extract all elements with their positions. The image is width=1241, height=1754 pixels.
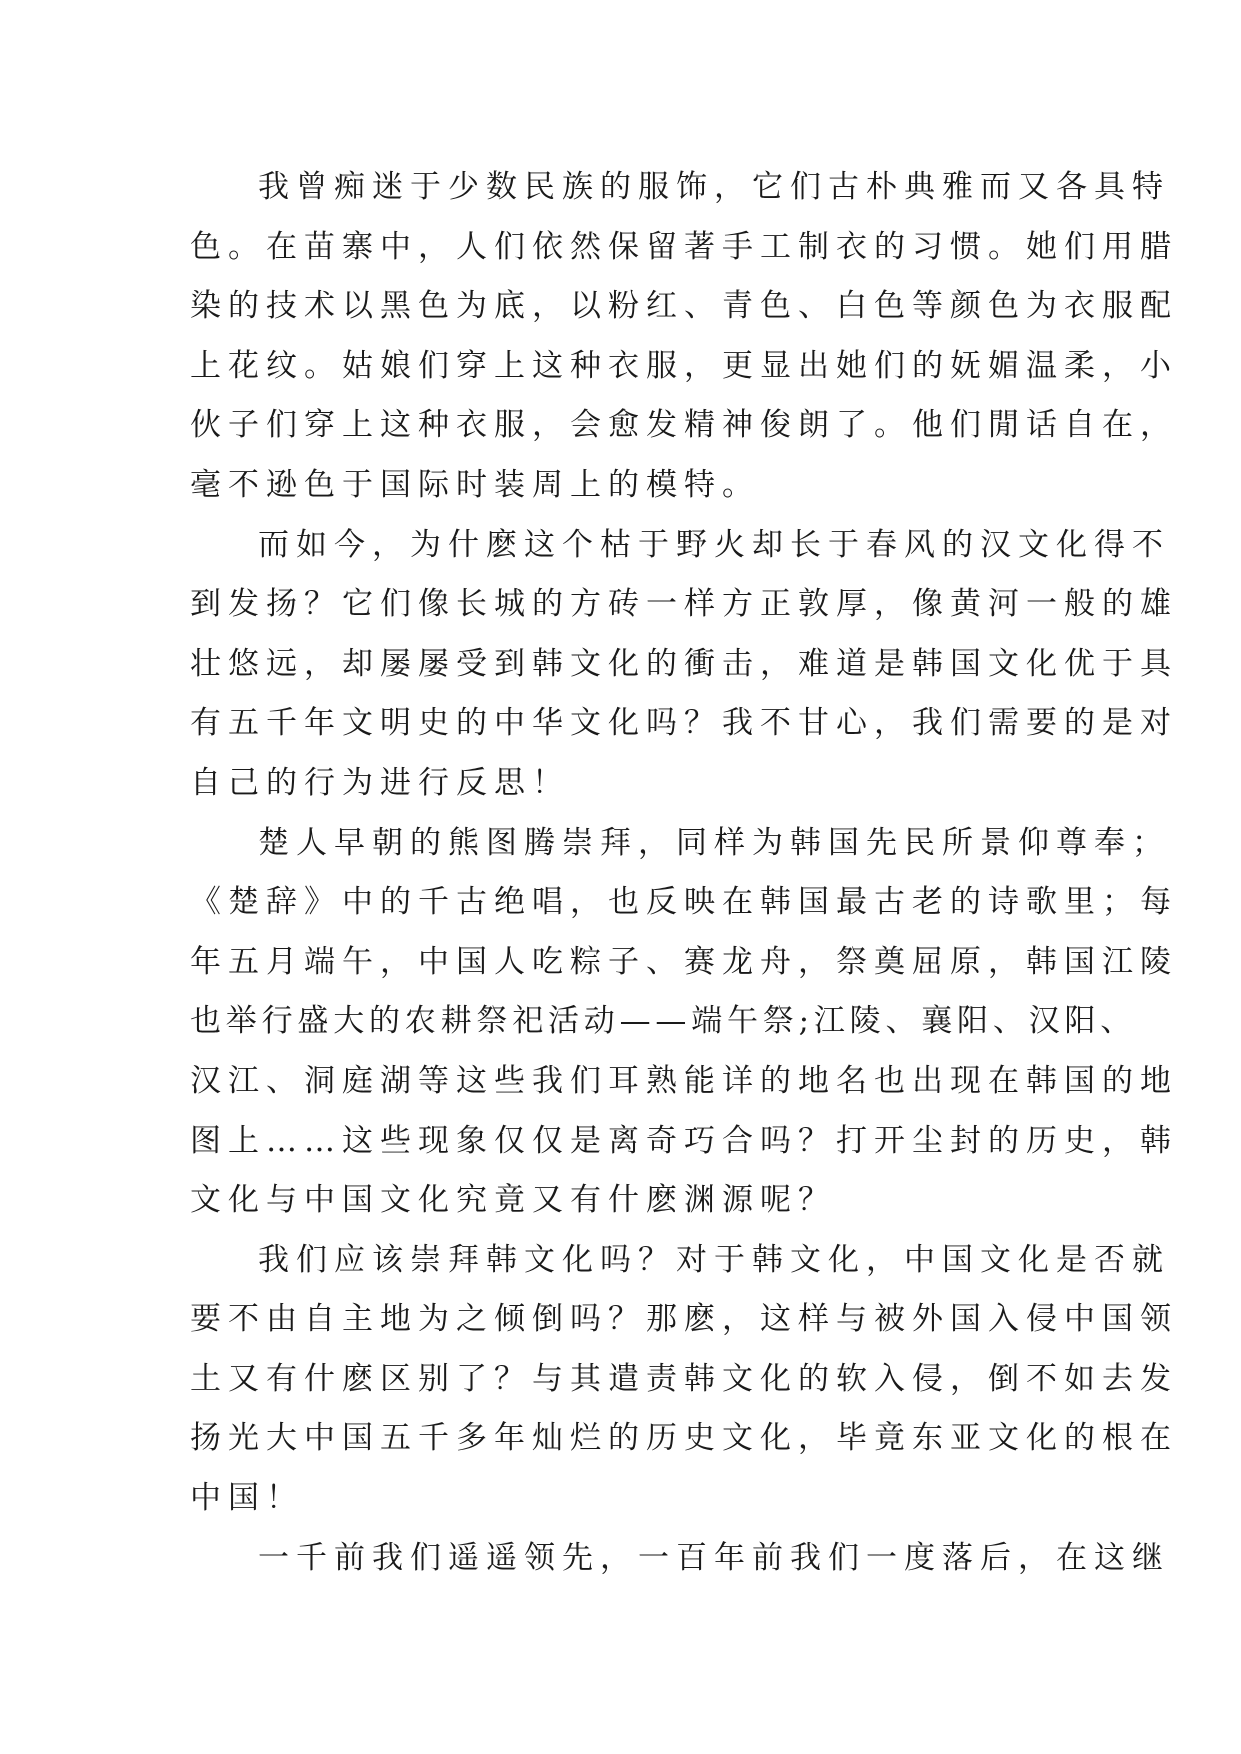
text-line: 一千前我们遥遥领先，一百年前我们一度落后，在这继	[258, 1539, 1170, 1576]
text-line: 染的技术以黑色为底，以粉红、青色、白色等颜色为衣服配	[190, 288, 1178, 325]
text-line: 上花纹。姑娘们穿上这种衣服，更显出她们的妩媚温柔，小	[190, 347, 1178, 384]
text-line: 我们应该崇拜韩文化吗？对于韩文化，中国文化是否就	[258, 1241, 1170, 1278]
paragraph-5	[190, 1529, 1170, 1589]
text-line: 文化与中国文化究竟又有什麽渊源呢？	[190, 1182, 836, 1219]
paragraph-3	[190, 814, 1178, 1231]
text-line: 年五月端午，中国人吃粽子、赛龙舟，祭奠屈原，韩国江陵	[190, 943, 1178, 980]
paragraph-1	[190, 158, 1178, 516]
paragraph-2	[190, 516, 1178, 814]
text-line: 中国！	[190, 1480, 304, 1517]
text-line: 扬光大中国五千多年灿烂的历史文化，毕竟东亚文化的根在	[190, 1420, 1178, 1457]
text-line: 而如今，为什麽这个枯于野火却长于春风的汉文化得不	[258, 526, 1170, 563]
text-line: 毫不逊色于国际时装周上的模特。	[190, 466, 760, 503]
document-body	[190, 158, 1178, 1588]
text-line: 图上……这些现象仅仅是离奇巧合吗？打开尘封的历史，韩	[190, 1122, 1178, 1159]
text-line: 色。在苗寨中，人们依然保留著手工制衣的习惯。她们用腊	[190, 228, 1178, 265]
text-line: 壮悠远，却屡屡受到韩文化的衝击，难道是韩国文化优于具	[190, 645, 1178, 682]
text-line: 我曾痴迷于少数民族的服饰，它们古朴典雅而又各具特	[258, 169, 1170, 205]
text-line: 到发扬？它们像长城的方砖一样方正敦厚，像黄河一般的雄	[190, 586, 1178, 623]
paragraph-4	[190, 1231, 1178, 1529]
text-line: 有五千年文明史的中华文化吗？我不甘心，我们需要的是对	[190, 705, 1178, 742]
text-line: 要不由自主地为之倾倒吗？那麽，这样与被外国入侵中国领	[190, 1301, 1178, 1338]
text-line: 汉江、洞庭湖等这些我们耳熟能详的地名也出现在韩国的地	[190, 1062, 1178, 1099]
text-line: 《楚辞》中的千古绝唱，也反映在韩国最古老的诗歌里；每	[190, 884, 1178, 921]
text-line: 也举行盛大的农耕祭祀活动——端午祭;江陵、襄阳、汉阳、	[190, 1003, 1137, 1040]
text-line: 土又有什麽区别了？与其遣责韩文化的软入侵，倒不如去发	[190, 1360, 1178, 1397]
text-line: 伙子们穿上这种衣服，会愈发精神俊朗了。他们閒话自在，	[190, 407, 1178, 444]
text-line: 楚人早朝的熊图腾崇拜，同样为韩国先民所景仰尊奉；	[258, 824, 1170, 861]
text-line: 自己的行为进行反思！	[190, 764, 570, 801]
